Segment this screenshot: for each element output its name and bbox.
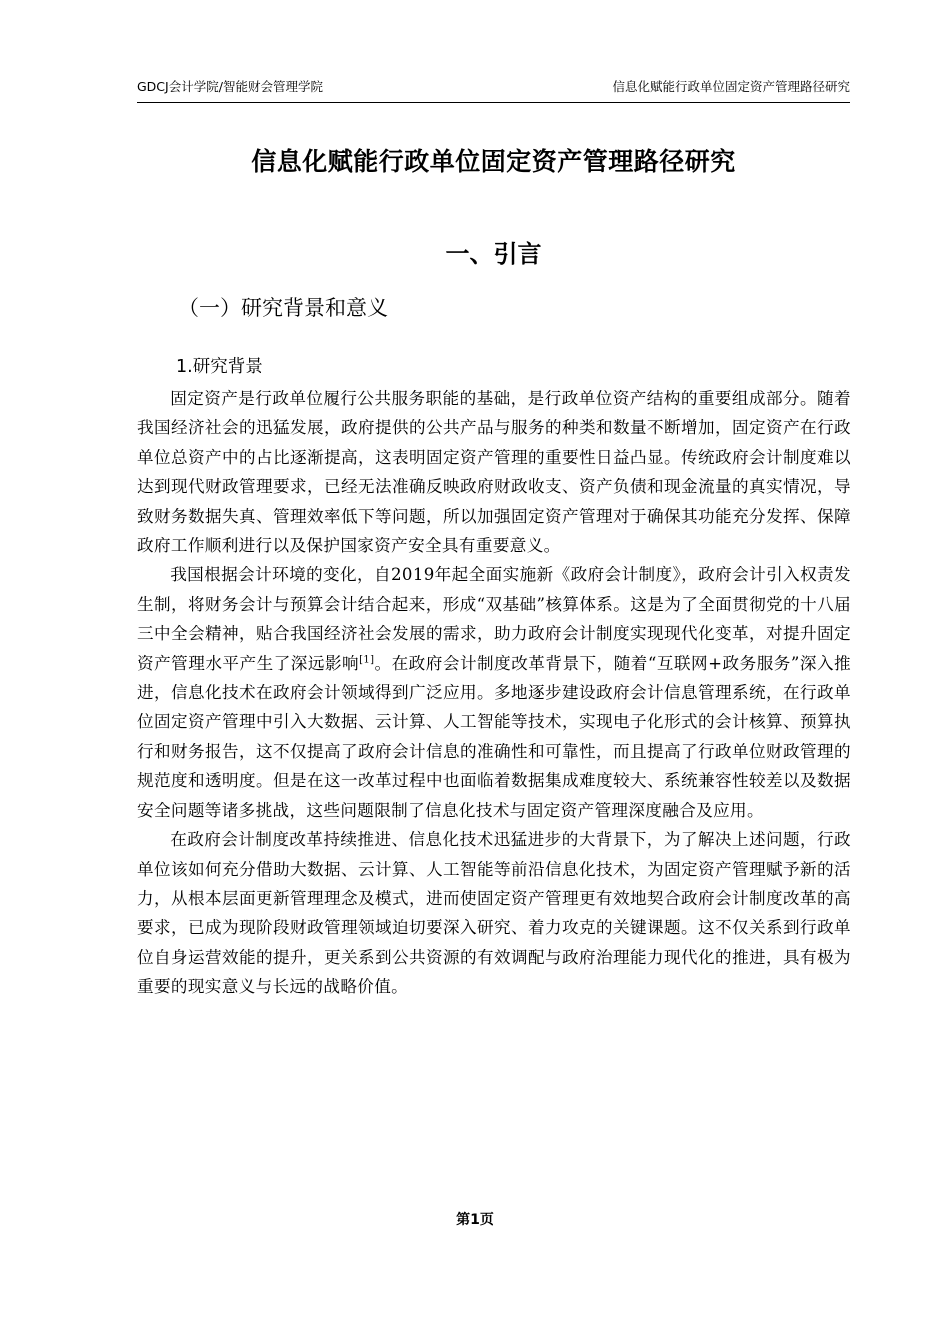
paragraph-2-text-after-citation: 。在政府会计制度改革背景下，随着“互联网+政务服务”深入推进，信息化技术在政府会计领域得到广泛应用。多地逐步建设政府会计信息管理系统，在行政单位固定资产管理中引入大数据、云计算、人工智能等技术，实现电子化形式的会计核算、预算执行和财务报告，这不仅提高了政府会计信息的准确性和可靠性，而且提高了行政单位财政管理的规范度和透明度。但是在这一改革过程中也面临着数据集成难度较大、系统兼容性较差以及数据安全问题等诸多挑战，这些问题限制了信息化技术与固定资产管理深度融合及应用。 [137, 653, 851, 820]
header-right-text: 信息化赋能行政单位固定资产管理路径研究 [612, 79, 850, 94]
paragraph-1: 固定资产是行政单位履行公共服务职能的基础，是行政单位资产结构的重要组成部分。随着我国经济社会的迅猛发展，政府提供的公共产品与服务的种类和数量不断增加，固定资产在行政单位总资产中的占比逐渐提高，这表明固定资产管理的重要性日益凸显。传统政府会计制度难以达到现代财政管理要求，已经无法准确反映政府财政收支、资产负债和现金流量的真实情况，导致财务数据失真、管理效率低下等问题，所以加强固定资产管理对于确保其功能充分发挥、保障政府工作顺利进行以及保护国家资产安全具有重要意义。 [137, 389, 851, 556]
citation-ref: [1] [359, 654, 375, 666]
paragraph-2 [137, 560, 851, 825]
page-header [137, 78, 850, 103]
page-number: 第1页 [456, 1212, 494, 1228]
subsection-heading: （一）研究背景和意义 [178, 296, 388, 320]
sub-subsection-heading: 1.研究背景 [176, 357, 263, 377]
document-title: 信息化赋能行政单位固定资产管理路径研究 [251, 147, 736, 176]
paragraph-2-text-before-citation: 我国根据会计环境的变化，自2019年起全面实施新《政府会计制度》，政府会计引入权责发生制，将财务会计与预算会计结合起来，形成“双基础”核算体系。这是为了全面贯彻党的十八届三中全会精神，贴合我国经济社会发展的需求，助力政府会计制度实现现代化变革，对提升固定资产管理水平产生了深远影响 [137, 565, 851, 673]
body-text [137, 384, 851, 1002]
header-left-text: GDCJ会计学院/智能财会管理学院 [137, 79, 323, 94]
paragraph-3: 在政府会计制度改革持续推进、信息化技术迅猛进步的大背景下，为了解决上述问题，行政单位该如何充分借助大数据、云计算、人工智能等前沿信息化技术，为固定资产管理赋予新的活力，从根本层面更新管理理念及模式，进而使固定资产管理更有效地契合政府会计制度改革的高要求，已成为现阶段财政管理领域迫切要深入研究、着力攻克的关键课题。这不仅关系到行政单位自身运营效能的提升，更关系到公共资源的有效调配与政府治理能力现代化的推进，具有极为重要的现实意义与长远的战略价值。 [137, 830, 851, 997]
section-heading: 一、引言 [445, 240, 542, 268]
